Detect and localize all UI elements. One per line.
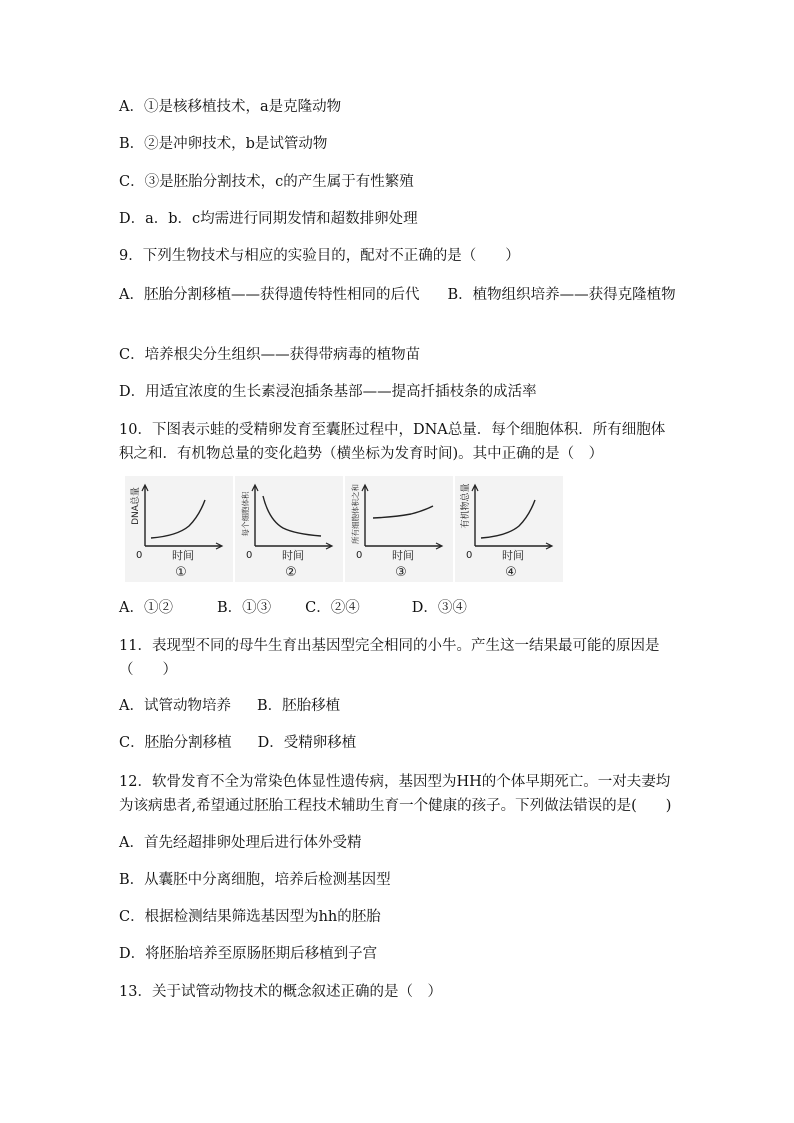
q8-option-a: A．①是核移植技术，a是克隆动物	[119, 99, 342, 115]
q11-stem: 11．表现型不同的母牛生育出基因型完全相同的小牛。产生这一结果最可能的原因是（ ）	[119, 638, 660, 678]
q12-stem: 12．软骨发育不全为常染色体显性遗传病，基因型为HH的个体早期死亡。一对夫妻均为该病患者,希望通过胚胎工程技术辅助生育一个健康的孩子。下列做法错误的是( )	[119, 774, 672, 814]
q8-option-d: D．a．b．c均需进行同期发情和超数排卵处理	[119, 211, 418, 227]
q10-option-b: B．①③	[216, 600, 272, 616]
q9-option-c: C．培养根尖分生组织——获得带病毒的植物苗	[119, 347, 421, 363]
q11-option-d: D．受精卵移植	[257, 735, 357, 751]
q10-figure	[125, 476, 565, 582]
q12-option-a: A．首先经超排卵处理后进行体外受精	[119, 835, 362, 851]
origin-label: 0	[466, 550, 473, 561]
trend-curve	[481, 500, 535, 538]
y-axis-label: DNA总量	[131, 487, 141, 525]
q9-option-b: B．植物组织培养——获得克隆植物	[447, 287, 676, 303]
q9-option-a: A．胚胎分割移植——获得遗传特性相同的后代	[119, 287, 420, 303]
x-axis-label: 时间	[392, 549, 414, 562]
y-axis-label: 所有细胞体积之和	[351, 484, 360, 544]
q11-options-ab	[119, 694, 679, 718]
graph-number-label: ④	[505, 565, 517, 580]
q11-option-a: A．试管动物培养	[119, 698, 231, 714]
q9-option-d: D．用适宜浓度的生长素浸泡插条基部——提高扦插枝条的成活率	[119, 384, 537, 400]
q10-stem: 10．下图表示蛙的受精卵发育至囊胚过程中，DNA总量．每个细胞体积．所有细胞体积之和．有机物总量的变化趋势（横坐标为发育时间)。其中正确的是（ ）	[119, 422, 666, 462]
q9-stem: 9．下列生物技术与相应的实验目的，配对不正确的是（ ）	[119, 248, 520, 264]
q8-option-b: B．②是冲卵技术，b是试管动物	[119, 136, 328, 152]
q10-option-c: C．②④	[305, 600, 360, 616]
q10-option-d: D．③④	[411, 600, 467, 616]
q13-stem: 13．关于试管动物技术的概念叙述正确的是（ ）	[119, 984, 442, 1000]
q9-options-ab	[119, 283, 679, 307]
q11-option-c: C．胚胎分割移植	[119, 735, 232, 751]
x-axis-label: 时间	[172, 549, 194, 562]
q8-option-c: C．③是胚胎分割技术，c的产生属于有性繁殖	[119, 174, 414, 190]
q10-options	[119, 596, 679, 620]
q12-option-c: C．根据检测结果筛选基因型为hh的胚胎	[119, 909, 381, 925]
trend-curve	[263, 496, 321, 536]
q11-option-b: B．胚胎移植	[256, 698, 341, 714]
x-axis-label: 时间	[282, 549, 304, 562]
q11-options-cd	[119, 731, 679, 755]
y-axis-label: 有机物总量	[461, 483, 471, 529]
trend-curve	[373, 506, 433, 518]
graph-panel-3	[345, 476, 453, 582]
trend-curve	[151, 500, 205, 538]
graph-number-label: ③	[395, 565, 407, 580]
y-axis-label: 每个细胞体积	[241, 491, 250, 537]
origin-label: 0	[356, 550, 363, 561]
graph-panel-2	[235, 476, 343, 582]
graph-number-label: ②	[285, 565, 297, 580]
q12-option-b: B．从囊胚中分离细胞，培养后检测基因型	[119, 872, 391, 888]
graph-number-label: ①	[175, 565, 187, 580]
graph-panel-1	[125, 476, 233, 582]
q12-option-d: D．将胚胎培养至原肠胚期后移植到子宫	[119, 946, 378, 962]
origin-label: 0	[136, 550, 143, 561]
x-axis-label: 时间	[502, 549, 524, 562]
origin-label: 0	[246, 550, 253, 561]
q10-option-a: A．①②	[119, 600, 173, 616]
graph-panel-4	[455, 476, 563, 582]
